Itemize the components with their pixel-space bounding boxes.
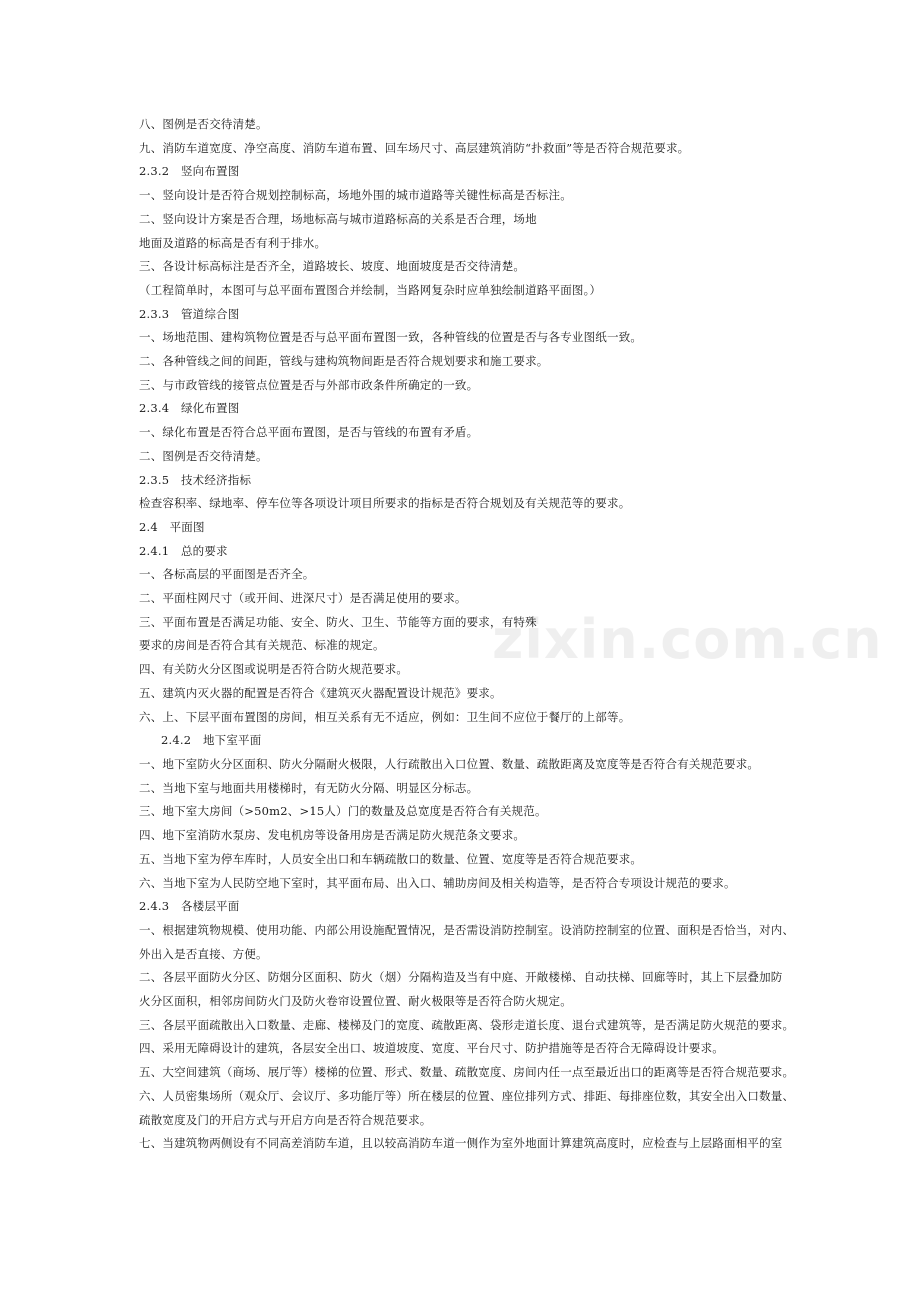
text-line: 火分区面积，相邻房间防火门及防火卷帘设置位置、耐火极限等是否符合防火规定。 bbox=[139, 994, 572, 1009]
text-line: 地面及道路的标高是否有利于排水。 bbox=[139, 235, 327, 250]
watermark-text: zixin.com.cn bbox=[492, 608, 883, 671]
section-heading: 2.3.3 管道综合图 bbox=[139, 306, 240, 321]
text-line: 五、大空间建筑（商场、展厅等）楼梯的位置、形式、数量、疏散宽度、房间内任一点至最近出口的距离等是否符合规范要求。 bbox=[139, 1065, 795, 1080]
text-line: 一、根据建筑物规模、使用功能、内部公用设施配置情况，是否需设消防控制室。设消防控制室的位置、面积是否恰当，对内、 bbox=[139, 922, 795, 937]
text-line: 四、采用无障碍设计的建筑，各层安全出口、坡道坡度、宽度、平台尺寸、防护措施等是否符合无障碍设计要求。 bbox=[139, 1041, 724, 1056]
text-line: 二、竖向设计方案是否合理，场地标高与城市道路标高的关系是否合理，场地 bbox=[139, 211, 537, 226]
text-line: 二、图例是否交待清楚。 bbox=[139, 448, 268, 463]
text-line: （工程简单时，本图可与总平面布置图合并绘制，当路网复杂时应单独绘制道路平面图。） bbox=[139, 282, 602, 297]
text-line: 一、各标高层的平面图是否齐全。 bbox=[139, 567, 315, 582]
text-line: 检查容积率、绿地率、停车位等各项设计项目所要求的指标是否符合规划及有关规范等的要求。 bbox=[139, 496, 631, 511]
section-heading: 2.4 平面图 bbox=[139, 519, 205, 534]
text-line: 八、图例是否交待清楚。 bbox=[139, 117, 268, 131]
section-heading: 2.3.4 绿化布置图 bbox=[139, 401, 240, 416]
text-line: 二、当地下室与地面共用楼梯时，有无防火分隔、明显区分标志。 bbox=[139, 780, 479, 795]
text-line: 疏散宽度及门的开启方式与开启方向是否符合规范要求。 bbox=[139, 1112, 432, 1127]
text-line: 三、与市政管线的接管点位置是否与外部市政条件所确定的一致。 bbox=[139, 377, 479, 392]
text-line: 二、各层平面防火分区、防烟分区面积、防火（烟）分隔构造及当有中庭、开敞楼梯、自动扶梯、回廊等时，其上下层叠加防 bbox=[139, 970, 783, 985]
text-line: 五、当地下室为停车库时，人员安全出口和车辆疏散口的数量、位置、宽度等是否符合规范要求。 bbox=[139, 851, 643, 866]
section-heading: 2.4.1 总的要求 bbox=[139, 543, 228, 558]
section-heading: 2.3.5 技术经济指标 bbox=[139, 472, 252, 487]
text-line: 九、消防车道宽度、净空高度、消防车道布置、回车场尺寸、高层建筑消防“扑救面”等是否符合规范要求。 bbox=[139, 140, 690, 155]
section-heading: 2.4.3 各楼层平面 bbox=[139, 899, 240, 914]
text-line: 五、建筑内灭火器的配置是否符合《建筑灭火器配置设计规范》要求。 bbox=[139, 685, 502, 700]
text-line: 一、竖向设计是否符合规划控制标高，场地外围的城市道路等关键性标高是否标注。 bbox=[139, 188, 572, 203]
document-body bbox=[139, 113, 799, 1156]
text-line: 四、地下室消防水泵房、发电机房等设备用房是否满足防火规范条文要求。 bbox=[139, 828, 526, 843]
text-line: 一、场地范围、建构筑物位置是否与总平面布置图一致，各种管线的位置是否与各专业图纸一致。 bbox=[139, 330, 643, 345]
text-line: 一、地下室防火分区面积、防火分隔耐火极限，人行疏散出入口位置、数量、疏散距离及宽度等是否符合有关规范要求。 bbox=[139, 756, 760, 771]
text-line: 三、地下室大房间（>50m2、>15人）门的数量及总宽度是否符合有关规范。 bbox=[139, 804, 547, 819]
text-line: 要求的房间是否符合其有关规范、标准的规定。 bbox=[139, 638, 385, 653]
text-line: 三、各设计标高标注是否齐全，道路坡长、坡度、地面坡度是否交待清楚。 bbox=[139, 259, 526, 274]
text-line: 六、人员密集场所（观众厅、会议厅、多功能厅等）所在楼层的位置、座位排列方式、排距、每排座位数，其安全出入口数量、 bbox=[139, 1088, 795, 1103]
text-line: 六、当地下室为人民防空地下室时，其平面布局、出入口、辅助房间及相关构造等，是否符合专项设计规范的要求。 bbox=[139, 875, 736, 890]
text-line: 七、当建筑物两侧设有不同高差消防车道，且以较高消防车道一侧作为室外地面计算建筑高度时，应检查与上层路面相平的室 bbox=[139, 1136, 783, 1151]
text-line: 六、上、下层平面布置图的房间，相互关系有无不适应，例如：卫生间不应位于餐厅的上部等。 bbox=[139, 709, 631, 724]
text-line: 外出入是否直接、方便。 bbox=[139, 946, 268, 961]
text-line: 一、绿化布置是否符合总平面布置图，是否与管线的布置有矛盾。 bbox=[139, 425, 479, 440]
text-line: 二、各种管线之间的间距，管线与建构筑物间距是否符合规划要求和施工要求。 bbox=[139, 354, 549, 369]
text-line: 四、有关防火分区图或说明是否符合防火规范要求。 bbox=[139, 662, 409, 677]
section-heading: 2.4.2 地下室平面 bbox=[161, 733, 262, 748]
section-heading: 2.3.2 竖向布置图 bbox=[139, 164, 240, 179]
text-line: 三、平面布置是否满足功能、安全、防火、卫生、节能等方面的要求，有特殊 bbox=[139, 614, 537, 629]
text-line: 三、各层平面疏散出入口数量、走廊、楼梯及门的宽度、疏散距离、袋形走道长度、退台式建筑等，是否满足防火规范的要求。 bbox=[139, 1017, 795, 1032]
text-line: 二、平面柱网尺寸（或开间、进深尺寸）是否满足使用的要求。 bbox=[139, 591, 467, 606]
